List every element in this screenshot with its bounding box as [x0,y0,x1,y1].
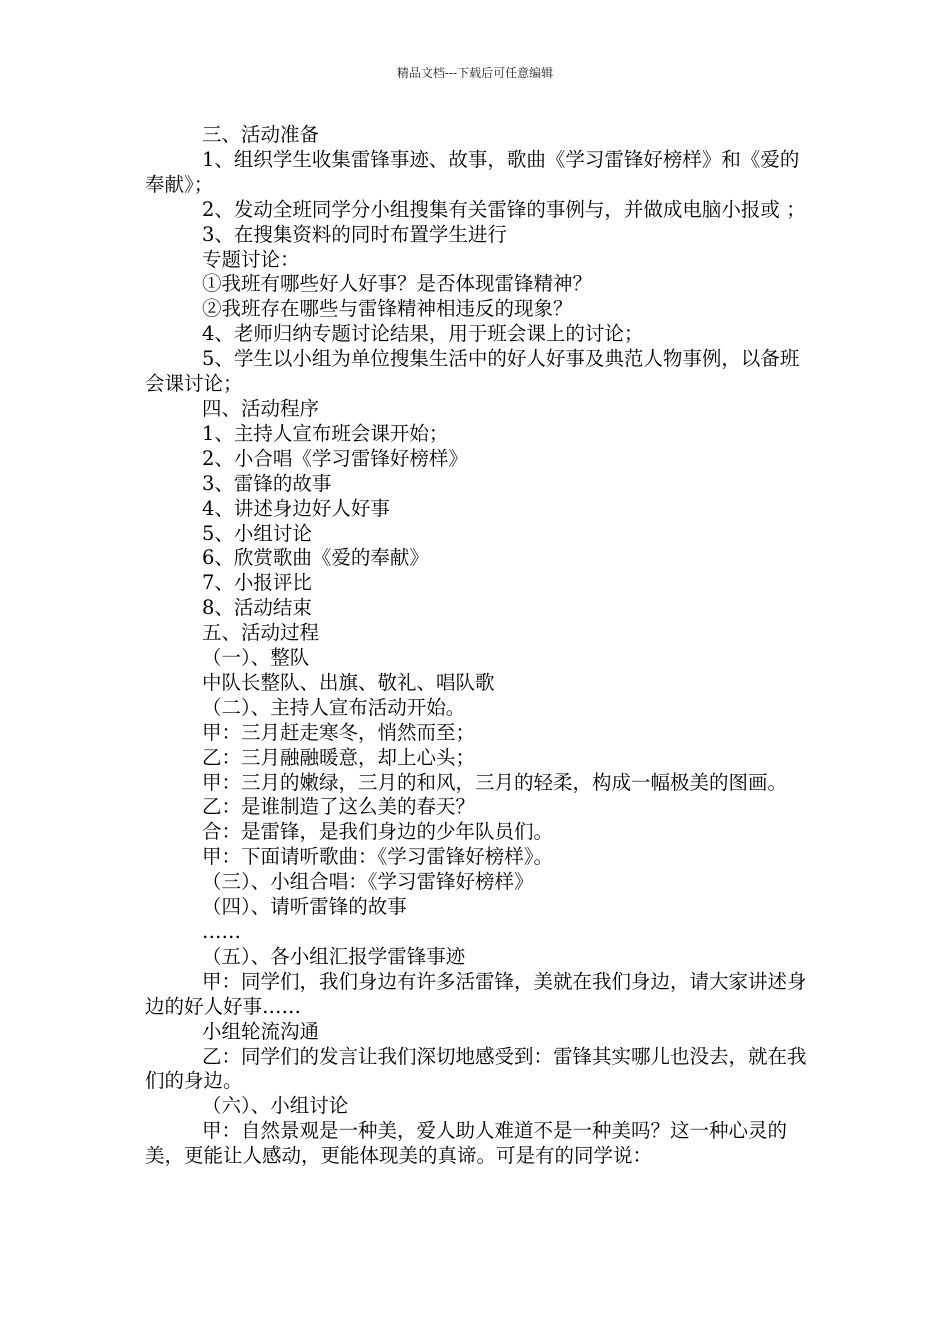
paragraph: 4、讲述身边好人好事 [202,496,390,520]
paragraph: 甲：同学们，我们身边有许多活雷锋，美就在我们身边，请大家讲述身边的好人好事…… [145,969,807,1018]
paragraph: 甲：三月赶走寒冬，悄然而至； [202,720,476,744]
paragraph: 1、主持人宣布班会课开始； [202,421,449,445]
paragraph: 小组轮流沟通 [202,1019,320,1043]
paragraph: 3、雷锋的故事 [202,471,332,495]
paragraph: 乙：三月融融暖意，却上心头； [202,745,476,769]
paragraph: 乙：是谁制造了这么美的春天？ [202,795,476,819]
paragraph: 4、老师归纳专题讨论结果，用于班会课上的讨论； [202,322,644,346]
paragraph: ②我班存在哪些与雷锋精神相违反的现象？ [202,297,573,321]
document-body [145,123,810,1169]
paragraph: 甲：自然景观是一种美，爱人助人难道不是一种美吗？这一种心灵的美，更能让人感动，更能体现美的真谛。可是有的同学说： [145,1119,788,1168]
paragraph: 甲：三月的嫩绿，三月的和风，三月的轻柔，构成一幅极美的图画。 [202,770,788,794]
paragraph: 2、小合唱《学习雷锋好榜样》 [202,446,468,470]
paragraph: 中队长整队、出旗、敬礼、唱队歌 [202,670,495,694]
paragraph: 专题讨论： [202,247,300,271]
paragraph: 1、组织学生收集雷锋事迹、故事，歌曲《学习雷锋好榜样》和《爱的奉献》； [145,147,800,196]
paragraph: 5、小组讨论 [202,521,312,545]
paragraph: 3、在搜集资料的同时布置学生进行 [202,222,507,246]
paragraph: 五、活动过程 [202,621,320,645]
paragraph: 乙：同学们的发言让我们深切地感受到：雷锋其实哪儿也没去，就在我们的身边。 [145,1044,807,1093]
paragraph: 甲：下面请听歌曲：《学习雷锋好榜样》。 [202,845,554,869]
paragraph: 合：是雷锋，是我们身边的少年队员们。 [202,820,554,844]
paragraph: 5、学生以小组为单位搜集生活中的好人好事及典范人物事例，以备班会课讨论； [145,347,800,396]
paragraph: （六）、小组讨论 [202,1094,349,1118]
paragraph: …… [202,920,241,943]
paragraph: （二）、主持人宣布活动开始。 [202,695,466,719]
paragraph: （三）、小组合唱：《学习雷锋好榜样》 [202,870,534,894]
paragraph: 四、活动程序 [202,396,320,420]
paragraph: （五）、各小组汇报学雷锋事迹 [202,944,466,968]
page-header: 精品文档---下载后可任意编辑 [396,66,554,80]
paragraph: （四）、请听雷锋的故事 [202,895,407,919]
paragraph: （一）、整队 [202,646,310,670]
paragraph: 三、活动准备 [202,123,320,146]
paragraph: 2、发动全班同学分小组搜集有关雷锋的事例与，并做成电脑小报或 ； [202,197,806,221]
paragraph: 6、欣赏歌曲《爱的奉献》 [202,546,429,570]
paragraph: ①我班有哪些好人好事？是否体现雷锋精神？ [202,272,593,296]
paragraph: 8、活动结束 [202,596,312,620]
paragraph: 7、小报评比 [202,571,312,595]
